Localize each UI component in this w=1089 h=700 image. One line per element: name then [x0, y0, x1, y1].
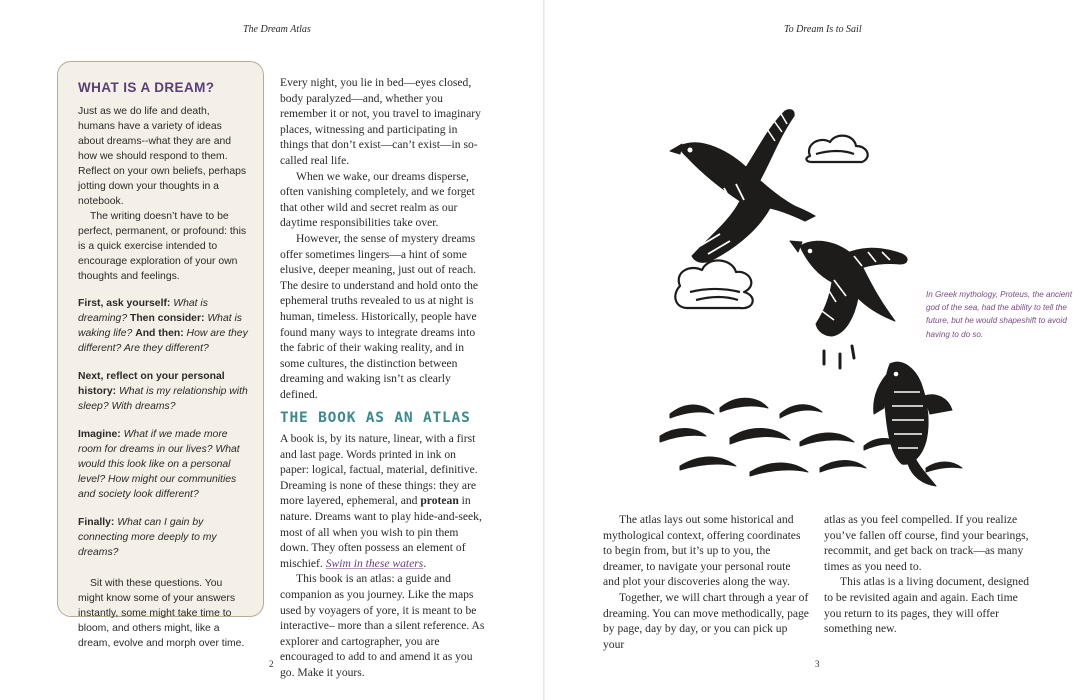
sidebar-intro-2: The writing doesn’t have to be perfect, permanent, or profound: this is a quick exercise intended to encourage exploration of your own thoughts and feelings.: [78, 211, 247, 282]
left-body-column: [280, 75, 486, 681]
section-heading: THE BOOK AS AN ATLAS: [280, 410, 471, 427]
q4-text: What can I gain by connecting more deeply to my dreams?: [78, 517, 217, 558]
p4-text-b: in nature. Dreams want to play hide-and-seek, most of all when you wish to pin them down. They often possess an element of mischief.: [280, 494, 482, 570]
p4-text-a: A book is, by its nature, linear, with a first and last page. Words printed in ink on paper: logical, factual, material, definitive. Dreaming is none of these things: they are more layered, ephemeral, and: [280, 432, 478, 508]
page-number-left: 2: [269, 659, 274, 669]
p4-text-c: .: [423, 556, 427, 570]
running-head-left: The Dream Atlas: [243, 24, 311, 35]
sidebar-intro: Just as we do life and death, humans have a variety of ideas about dreams--what they are and how we should respond to them. Reflect on your own beliefs, perhaps jotting down your thoughts in a notebook.: [78, 106, 247, 207]
body-paragraph-4: [280, 431, 486, 571]
bird-1-icon: [670, 110, 815, 263]
body-paragraph-5: This book is an atlas: a guide and companion as you journey. Like the maps used by voyagers of yore, it is meant to be interactive– more than a silent reference. As explorer and cartographer, you are encouraged to add to and amend it as you go. Make it yours.: [280, 572, 485, 679]
left-page: [0, 0, 544, 700]
sidebar-question-1: [78, 296, 249, 356]
running-head-right: To Dream Is to Sail: [784, 24, 862, 35]
body-paragraph-3: However, the sense of mystery dreams offer sometimes lingers—a hint of some elusive, deeper meaning, just out of reach. The desire to understand and hold onto the ephemeral truths revealed to us at night is human, timeless. Historically, people have found many ways to integrate dreams into the fabric of their waking reality, and in some cultures, the distinction between dreaming and waking isn’t as clearly defined.: [280, 231, 479, 401]
body-paragraph-2: When we wake, our dreams disperse, often vanishing completely, and we forget that other wild and secret realm as our daytime responsibilities take over.: [280, 169, 475, 230]
q2-lead: Next, reflect on your personal history:: [78, 371, 225, 397]
q1-lead: First, ask yourself:: [78, 298, 171, 309]
sidebar-box: [57, 61, 264, 649]
sidebar-question-3: [78, 427, 249, 502]
page-number-right: 3: [815, 659, 820, 669]
body-paragraph-1: Every night, you lie in bed—eyes closed, body paralyzed—and, whether you remember it or not, you travel to imaginary places, witnessing and participating in things that don’t exist—can’t exist—in so-called real life.: [280, 76, 481, 167]
q2-text: What is my relationship with sleep? With dreams?: [78, 386, 248, 412]
q4-lead: Finally:: [78, 517, 115, 528]
q1-text-2: What is waking life?: [78, 313, 242, 339]
q3-lead: Imagine:: [78, 429, 121, 440]
right-body-column-1: [603, 512, 809, 652]
p4-bold-protean: protean: [420, 494, 459, 508]
bird-2-icon: [790, 241, 907, 368]
sidebar-closing: Sit with these questions. You might know some of your answers instantly, some might take time to bloom, and others might, like a dream, evolve and morph over time.: [78, 578, 245, 649]
q1-text: What is dreaming?: [78, 298, 208, 324]
swim-link[interactable]: Swim in these waters: [325, 556, 424, 570]
sidebar-title: WHAT IS A DREAM?: [78, 80, 215, 95]
right-body-column-2: [824, 512, 1030, 637]
right-col1-paragraph-2: Together, we will chart through a year of dreaming. You can move methodically, page by page, day by day, or you can pick up your: [603, 590, 809, 651]
q1-text-3: How are they different? Are they different?: [78, 328, 248, 354]
right-col1-paragraph-1: The atlas lays out some historical and mythological context, offering coordinates to begin from, but it’s up to you, the dreamer, to navigate your personal route and plot your discoveries along the way.: [603, 513, 801, 589]
q1-lead-3: And then:: [135, 328, 184, 339]
right-col2-paragraph-2: This atlas is a living document, designed to be revisited again and again. Each time you return to its pages, they will offer something new.: [824, 575, 1030, 636]
q1-lead-2: Then consider:: [129, 313, 205, 324]
q3-text: What if we made more room for dreams in our lives? What would this look like on a personal level? How might our communities and society look different?: [78, 429, 240, 500]
right-col2-paragraph-1: atlas as you feel compelled. If you realize you’ve fallen off course, find your bearings, recommit, and get back on track—as many times as you need to.: [824, 513, 1029, 573]
sidebar-question-4: [78, 515, 249, 560]
illustration-caption: In Greek mythology, Proteus, the ancient god of the sea, had the ability to tell the future, but he would shapeshift to avoid having to do so.: [926, 290, 1073, 339]
sidebar-question-2: [78, 369, 249, 414]
